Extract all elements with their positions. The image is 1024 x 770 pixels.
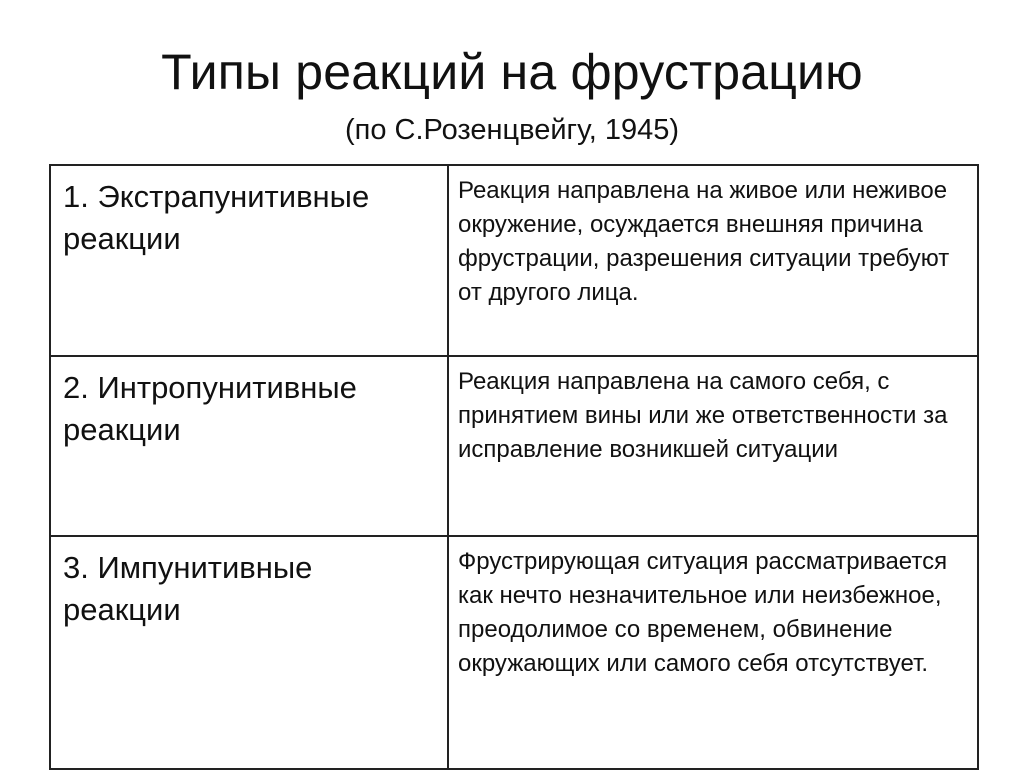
slide-subtitle: (по С.Розенцвейгу, 1945) <box>344 114 679 146</box>
reaction-description-cell: Реакция направлена на самого себя, с принятием вины или же ответственности за исправление возникшей ситуации <box>448 356 978 536</box>
table-row <box>50 165 978 356</box>
reaction-types-table <box>49 164 979 770</box>
reaction-description-cell: Реакция направлена на живое или неживое окружение, осуждается внешняя причина фрустрации, разрешения ситуации требуют от другого лица. <box>448 165 978 356</box>
reaction-type-cell: 3. Импунитивные реакции <box>50 536 448 769</box>
table-row <box>50 536 978 769</box>
table-row <box>50 356 978 536</box>
slide-title: Типы реакций на фрустрацию <box>161 44 863 100</box>
reaction-type-cell: 2. Интропунитивные реакции <box>50 356 448 536</box>
reaction-description-cell: Фрустрирующая ситуация рассматривается как нечто незначительное или неизбежное, преодолимое со временем, обвинение окружающих или самого себя отсутствует. <box>448 536 978 769</box>
reaction-type-cell: 1. Экстрапунитивные реакции <box>50 165 448 356</box>
